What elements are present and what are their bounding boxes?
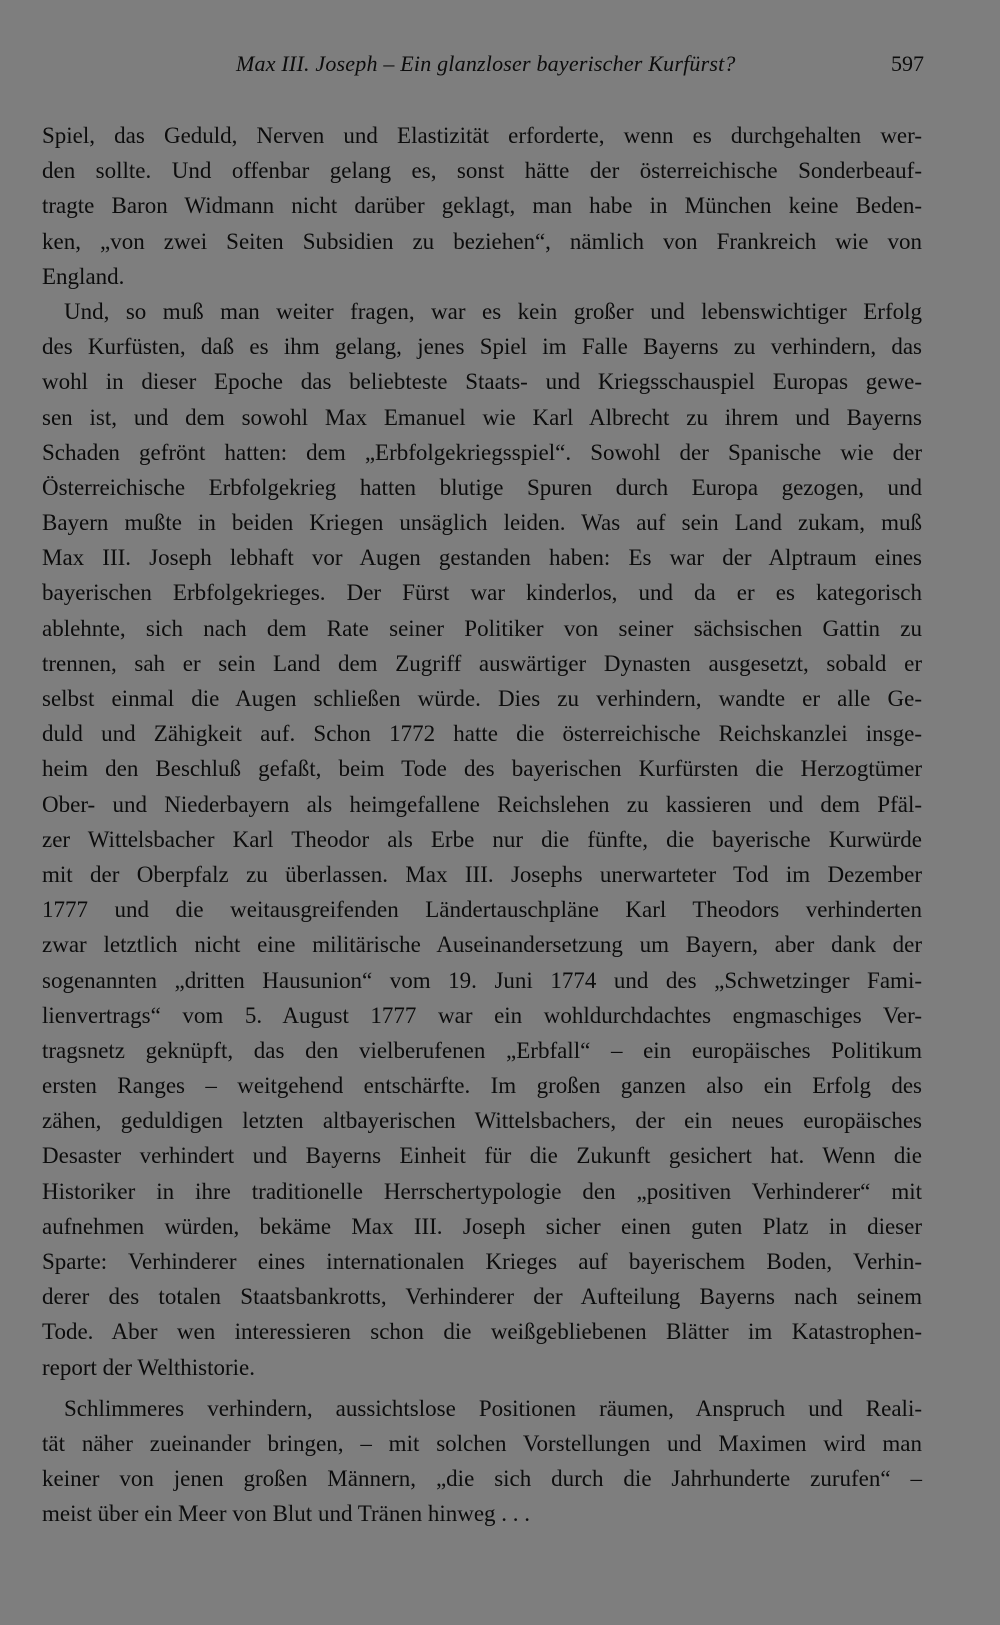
text-line: keiner von jenen großen Männern, „die sich durch die Jahrhunderte zurufen“ – xyxy=(42,1466,922,1492)
text-line: Schaden gefrönt hatten: dem „Erbfolgekriegsspiel“. Sowohl der Spanische wie der xyxy=(42,439,922,465)
text-line: aufnehmen würden, bekäme Max III. Joseph sicher einen guten Platz in dieser xyxy=(42,1213,922,1239)
text-line: tät näher zueinander bringen, – mit solchen Vorstellungen und Maximen wird man xyxy=(42,1430,922,1456)
text-line: lienvertrags“ vom 5. August 1777 war ein wohldurchdachtes engmaschiges Ver- xyxy=(42,1002,922,1028)
running-title: Max III. Joseph – Ein glanzloser bayerischer Kurfürst? xyxy=(236,51,736,76)
text-line: derer des totalen Staatsbankrotts, Verhinderer der Aufteilung Bayerns nach seinem xyxy=(42,1284,922,1310)
text-line: tragte Baron Widmann nicht darüber geklagt, man habe in München keine Beden- xyxy=(42,193,922,219)
text-line: ken, „von zwei Seiten Subsidien zu beziehen“, nämlich von Frankreich wie von xyxy=(42,228,922,254)
text-line: Schlimmeres verhindern, aussichtslose Positionen räumen, Anspruch und Reali- xyxy=(64,1395,922,1421)
text-line: Sparte: Verhinderer eines internationalen Krieges auf bayerischem Boden, Verhin- xyxy=(42,1249,922,1274)
text-line: 1777 und die weitausgreifenden Ländertauschpläne Karl Theodors verhinderten xyxy=(42,897,922,923)
text-line: Max III. Joseph lebhaft vor Augen gestanden haben: Es war der Alptraum eines xyxy=(42,545,922,571)
page-number: 597 xyxy=(891,51,924,76)
text-line: wohl in dieser Epoche das beliebteste Staats- und Kriegsschauspiel Europas gewe- xyxy=(42,369,922,395)
text-line: Spiel, das Geduld, Nerven und Elastizität erforderte, wenn es durchgehalten wer- xyxy=(42,123,922,148)
text-line: tragsnetz geknüpft, das den vielberufenen „Erbfall“ – ein europäisches Politikum xyxy=(42,1037,922,1063)
text-line: Tode. Aber wen interessieren schon die weißgebliebenen Blätter im Katastrophen- xyxy=(42,1319,922,1345)
text-line: report der Welthistorie. xyxy=(42,1354,255,1380)
text-line: meist über ein Meer von Blut und Tränen hinweg . . . xyxy=(42,1501,531,1527)
text-line: zer Wittelsbacher Karl Theodor als Erbe nur die fünfte, die bayerische Kurwürde xyxy=(42,826,922,852)
text-line: Historiker in ihre traditionelle Herrschertypologie den „positiven Verhinderer“ mit xyxy=(42,1178,922,1204)
text-line: duld und Zähigkeit auf. Schon 1772 hatte die österreichische Reichskanzlei insge- xyxy=(42,721,922,747)
text-line: mit der Oberpfalz zu überlassen. Max III. Josephs unerwarteter Tod im Dezember xyxy=(42,861,922,887)
paragraph xyxy=(42,1391,922,1532)
paragraph xyxy=(42,294,922,1385)
text-line: selbst einmal die Augen schließen würde. Dies zu verhindern, wandte er alle Ge- xyxy=(42,686,922,711)
text-line: trennen, sah er sein Land dem Zugriff auswärtiger Dynasten ausgesetzt, sobald er xyxy=(42,650,922,676)
paragraph xyxy=(42,118,922,294)
text-line: zähen, geduldigen letzten altbayerischen Wittelsbachers, der ein neues europäisches xyxy=(42,1108,922,1134)
body-text xyxy=(42,118,922,1532)
text-line: Österreichische Erbfolgekrieg hatten blutige Spuren durch Europa gezogen, und xyxy=(42,474,922,500)
text-line: zwar letztlich nicht eine militärische Auseinandersetzung um Bayern, aber dank der xyxy=(42,932,922,958)
text-line: Bayern mußte in beiden Kriegen unsäglich leiden. Was auf sein Land zukam, muß xyxy=(42,510,922,536)
text-line: ablehnte, sich nach dem Rate seiner Politiker von seiner sächsischen Gattin zu xyxy=(42,615,922,641)
text-line: England. xyxy=(42,263,125,289)
text-line: Und, so muß man weiter fragen, war es kein großer und lebenswichtiger Erfolg xyxy=(64,298,922,324)
text-line: ersten Ranges – weitgehend entschärfte. Im großen ganzen also ein Erfolg des xyxy=(42,1073,922,1099)
text-line: den sollte. Und offenbar gelang es, sonst hätte der österreichische Sonderbeauf- xyxy=(42,158,922,184)
text-line: bayerischen Erbfolgekrieges. Der Fürst war kinderlos, und da er es kategorisch xyxy=(42,580,922,606)
text-line: heim den Beschluß gefaßt, beim Tode des bayerischen Kurfürsten die Herzogtümer xyxy=(42,756,922,782)
text-line: des Kurfüsten, daß es ihm gelang, jenes Spiel im Falle Bayerns zu verhindern, das xyxy=(42,334,922,360)
text-line: sen ist, und dem sowohl Max Emanuel wie Karl Albrecht zu ihrem und Bayerns xyxy=(42,404,922,430)
text-line: Desaster verhindert und Bayerns Einheit für die Zukunft gesichert hat. Wenn die xyxy=(42,1143,922,1169)
text-line: Ober- und Niederbayern als heimgefallene Reichslehen zu kassieren und dem Pfäl- xyxy=(42,791,922,817)
running-header xyxy=(40,48,924,80)
text-line: sogenannten „dritten Hausunion“ vom 19. Juni 1774 und des „Schwetzinger Fami- xyxy=(42,967,922,993)
